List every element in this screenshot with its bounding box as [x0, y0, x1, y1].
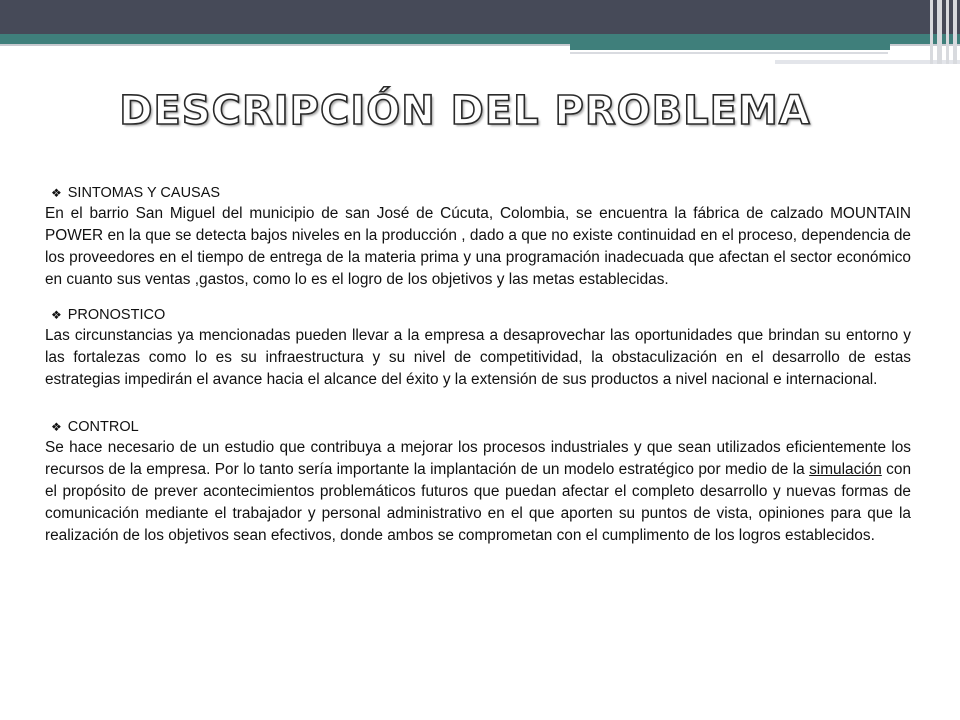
section-paragraph: Las circunstancias ya mencionadas pueden llevar a la empresa a desaprovechar las oportunidades que brindan su entorno y las fortalezas como lo es su infraestructura y su nivel de competitividad, la obstaculización en el desarrollo de estas estrategias impedirán el avance hacia el alcance del éxito y la extensión de sus productos a nivel nacional e internacional. — [45, 327, 911, 388]
company-name: MOUNTAIN POWER — [45, 205, 911, 244]
header-teal-band — [0, 34, 960, 44]
corner-stripe — [946, 0, 949, 64]
section-heading-text: CONTROL — [67, 419, 139, 435]
slide-content — [45, 183, 911, 547]
simulation-link[interactable]: simulación — [809, 461, 882, 478]
section-paragraph — [45, 203, 911, 291]
corner-stripe — [930, 0, 933, 64]
section-paragraph — [45, 437, 911, 547]
section-control — [45, 417, 911, 547]
header-accent-line — [570, 52, 888, 54]
header-dark-band — [0, 0, 960, 34]
paragraph-text: En el barrio San Miguel del municipio de san José de Cúcuta, Colombia, se encuentra la fábrica de calzado — [45, 205, 831, 222]
header-accent-bar — [570, 44, 890, 50]
bullet-diamond-icon: ❖ — [51, 186, 62, 200]
section-heading-text: PRONOSTICO — [67, 307, 166, 323]
section-heading — [51, 417, 911, 437]
paragraph-text: con el propósito de prever acontecimientos problemáticos futuros que puedan afectar el completo desarrollo y nuevas formas de comunicación mediante el trabajador y personal administrativo en el que aporten su puntos de vista, opiniones para que la realización de los objetivos sean efectivos, donde ambos se comprometan con el cumplimento de los logros establecidos. — [45, 461, 912, 544]
slide-title: DESCRIPCIÓN DEL PROBLEMA — [119, 88, 811, 134]
section-heading — [51, 183, 911, 203]
section-pronostico — [45, 305, 911, 391]
paragraph-text: en la que se detecta bajos niveles en la producción , dado a que no existe continuidad en el proceso, dependencia de los proveedores en el tiempo de entrega de la materia prima y una programación inadecuada que afectan el sector económico en cuanto sus ventas ,gastos, como lo es el logro de los objetivos y las metas establecidas. — [45, 227, 911, 288]
paragraph-text: Se hace necesario de un estudio que contribuya a mejorar los procesos industriales y que sean utilizados eficientemente los recursos de la empresa. Por lo tanto sería importante la implantación de un modelo estratégico por medio de la — [45, 439, 911, 478]
bullet-diamond-icon: ❖ — [51, 420, 62, 434]
section-heading-text: SINTOMAS Y CAUSAS — [67, 185, 221, 201]
corner-stripe — [937, 0, 942, 64]
corner-stripe — [953, 0, 957, 64]
bullet-diamond-icon: ❖ — [51, 308, 62, 322]
section-sintomas — [45, 183, 911, 291]
section-heading — [51, 305, 911, 325]
